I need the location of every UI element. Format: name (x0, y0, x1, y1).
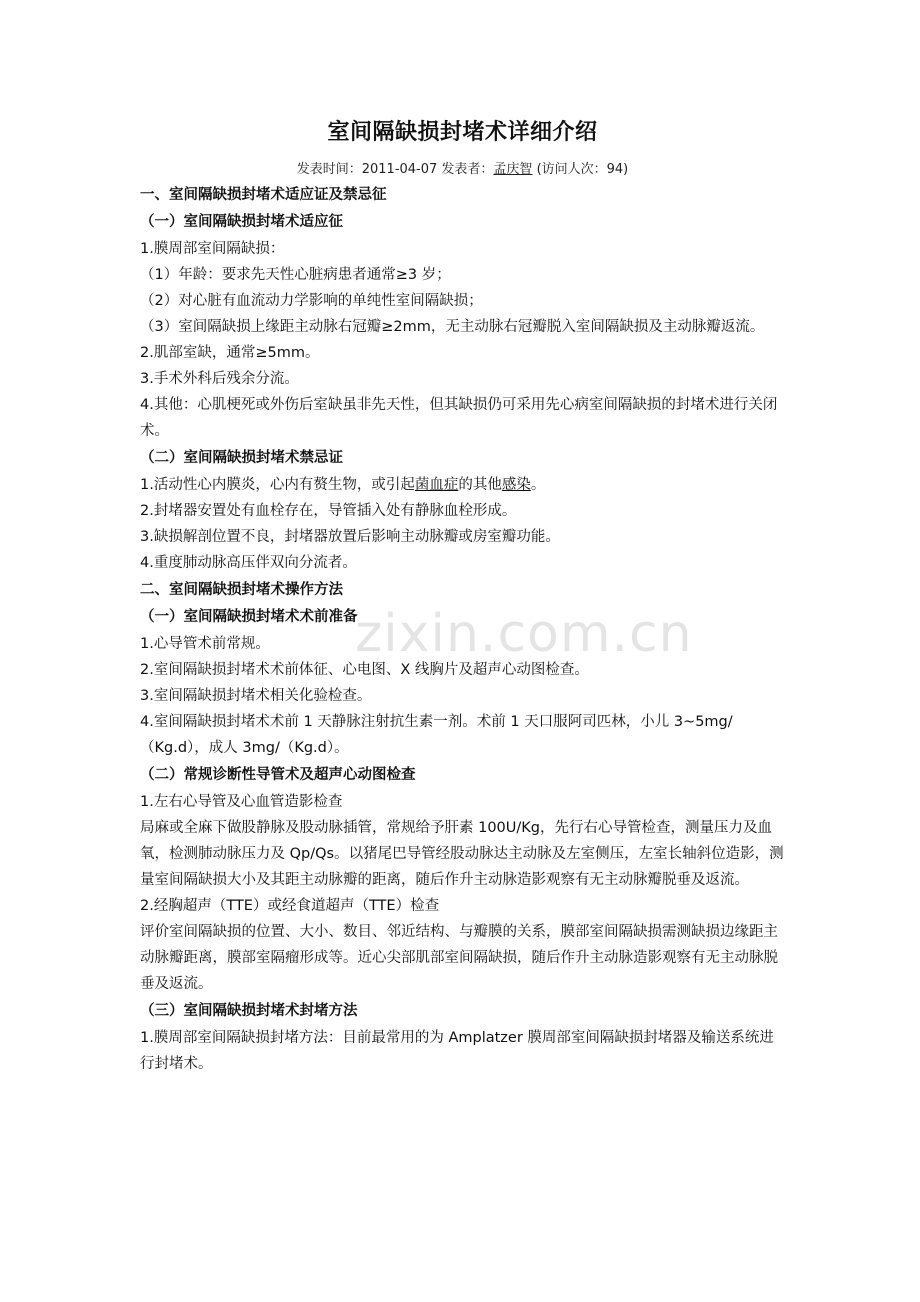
section-1-heading: 一、室间隔缺损封堵术适应证及禁忌征 (140, 187, 387, 203)
contraindication-4: 4.重度肺动脉高压伴双向分流者。 (140, 555, 357, 571)
section-2-sub-1: （一）室间隔缺损封堵术术前准备 (140, 609, 358, 625)
indication-3: 3.手术外科后残余分流。 (140, 371, 299, 387)
infection-link[interactable]: 感染 (501, 477, 531, 493)
contraindication-1-text-b: 的其他 (458, 477, 502, 493)
prep-4: 4.室间隔缺损封堵术术前 1 天静脉注射抗生素一剂。术前 1 天口服阿司匹林，小儿 3~5mg/（Kg.d），成人 3mg/（Kg.d）。 (140, 714, 733, 756)
method-1: 1.膜周部室间隔缺损封堵方法：目前最常用的为 Amplatzer 膜周部室间隔缺损封堵器及输送系统进行封堵术。 (140, 1030, 774, 1072)
meta-suffix: (访问人次：94) (532, 162, 629, 177)
bacteremia-link[interactable]: 菌血症 (414, 477, 459, 493)
contraindication-1-text-a: 1.活动性心内膜炎，心内有赘生物，或引起 (140, 477, 415, 493)
indication-4: 4.其他：心肌梗死或外伤后室缺虽非先天性，但其缺损仍可采用先心病室间隔缺损的封堵术进行关闭术。 (140, 397, 778, 439)
prep-1: 1.心导管术前常规。 (140, 636, 270, 652)
diag-2-text: 评价室间隔缺损的位置、大小、数目、邻近结构、与瓣膜的关系，膜部室间隔缺损需测缺损边缘距主动脉瓣距离，膜部室隔瘤形成等。近心尖部肌部室间隔缺损，随后作升主动脉造影观察有无主动脉脱垂及返流。 (140, 924, 778, 992)
contraindication-1-text-c: 。 (530, 477, 546, 493)
contraindication-3: 3.缺损解剖位置不良，封堵器放置后影响主动脉瓣或房室瓣功能。 (140, 529, 560, 545)
section-1-sub-2: （二）室间隔缺损封堵术禁忌证 (140, 450, 343, 466)
indication-1-age: （1）年龄：要求先天性心脏病患者通常≥3 岁； (140, 267, 451, 283)
indication-1: 1.膜周部室间隔缺损： (140, 241, 285, 257)
meta-prefix: 发表时间：2011-04-07 发表者： (296, 162, 494, 177)
watermark: zixin.com.cn (355, 604, 693, 664)
diag-1-text: 局麻或全麻下做股静脉及股动脉插管，常规给予肝素 100U/Kg，先行右心导管检查，测量压力及血氧，检测肺动脉压力及 Qp/Qs。以猪尾巴导管经股动脉达主动脉及左室侧压，左室长轴斜位造影，测量室间隔缺损大小及其距主动脉瓣的距离，随后作升主动脉造影观察有无主动脉瓣脱垂及返流。 (140, 820, 784, 888)
contraindication-2: 2.封堵器安置处有血栓存在，导管插入处有静脉血栓形成。 (140, 503, 517, 519)
post-meta (140, 160, 785, 180)
indication-1-hemodynamic: （2）对心脏有血流动力学影响的单纯性室间隔缺损； (140, 293, 483, 309)
contraindication-1 (140, 472, 785, 498)
section-1-sub-1: （一）室间隔缺损封堵术适应征 (140, 214, 343, 230)
indication-1-margin: （3）室间隔缺损上缘距主动脉右冠瓣≥2mm，无主动脉右冠瓣脱入室间隔缺损及主动脉瓣返流。 (140, 319, 765, 335)
document-page (140, 118, 785, 1077)
prep-2: 2.室间隔缺损封堵术术前体征、心电图、X 线胸片及超声心动图检查。 (140, 662, 589, 678)
diag-1-heading: 1.左右心导管及心血管造影检查 (140, 794, 343, 810)
diag-2-heading: 2.经胸超声（TTE）或经食道超声（TTE）检查 (140, 898, 440, 914)
indication-2: 2.肌部室缺，通常≥5mm。 (140, 345, 320, 361)
section-2-sub-3: （三）室间隔缺损封堵术封堵方法 (140, 1003, 358, 1019)
doc-title: 室间隔缺损封堵术详细介绍 (327, 120, 598, 145)
section-2-heading: 二、室间隔缺损封堵术操作方法 (140, 582, 343, 598)
author-link[interactable]: 孟庆智 (493, 162, 533, 177)
prep-3: 3.室间隔缺损封堵术相关化验检查。 (140, 688, 372, 704)
section-2-sub-2: （二）常规诊断性导管术及超声心动图检查 (140, 767, 416, 783)
